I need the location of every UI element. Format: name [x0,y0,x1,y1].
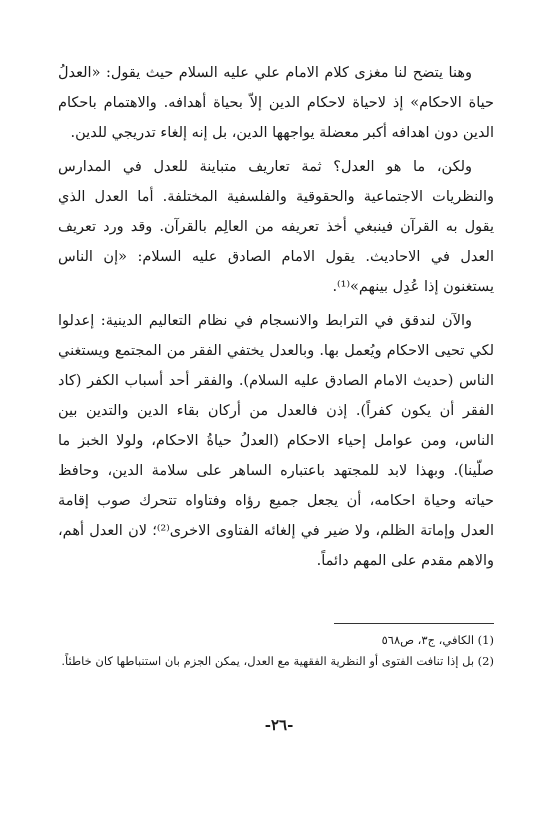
footnote-1: (1) الكافي، ج٣، ص٥٦٨ [381,633,494,647]
footnote-2: (2) بل إذا تنافت الفتوى أو النظرية الفقهية مع العدل، يمكن الجزم بان استنباطها كان خاطئاً. [61,654,494,668]
paragraph-3: والآن لندقق في الترابط والانسجام في نظام التعاليم الدينية: إعدلوا لكي تحيى الاحكام ويُعمل بها. وبالعدل يختفي الفقر من المجتمع ويستغني الناس (حديث الامام الصادق عليه السلام). والفقر أحد أسباب الكفر (كاد الفقر أن يكون كفراً). إذن فالعدل من أركان بقاء الدين والتدين بين الناس، ومن عوامل إحياء الاحكام (العدلُ حياةُ الاحكام، ولولا الخبز ما صلّينا). وبهذا لابد للمجتهد باعتباره الساهر على سلامة الدين، وحافظ حياته وحياة احكامه، أن يجعل جميع رؤاه وفتاواه تتحرك صوب إقامة العدل وإماتة الظلم، ولا ضير في إلغائه الفتاوى الاخرى⁽²⁾؛ لان العدل أهم، والاهم مقدم على المهم دائماً. [58,313,494,569]
main-text [58,58,494,576]
page-number: -٢٦- [264,716,294,734]
paragraph-1: وهنا يتضح لنا مغزى كلام الامام علي عليه السلام حيث يقول: «العدلُ حياة الاحكام» إذ لاحياة لاحكام الدين إلاّ بحياة أهدافه. والاهتمام باحكام الدين دون اهدافه أكبر معضلة يواجهها الدين، بل إنه إلغاء تدريجي للدين. [58,65,494,141]
footnotes [58,630,494,672]
footnote-divider [334,623,494,624]
paragraph-2: ولكن، ما هو العدل؟ ثمة تعاريف متباينة للعدل في المدارس والنظريات الاجتماعية والحقوقية والفلسفية المختلفة. أما العدل الذي يقول به القرآن فينبغي أخذ تعريفه من العالِم بالقرآن. وقد ورد تعريف العدل في الاحاديث. يقول الامام الصادق عليه السلام: «إن الناس يستغنون إذا عُدِل بينهم»⁽¹⁾. [58,159,494,295]
